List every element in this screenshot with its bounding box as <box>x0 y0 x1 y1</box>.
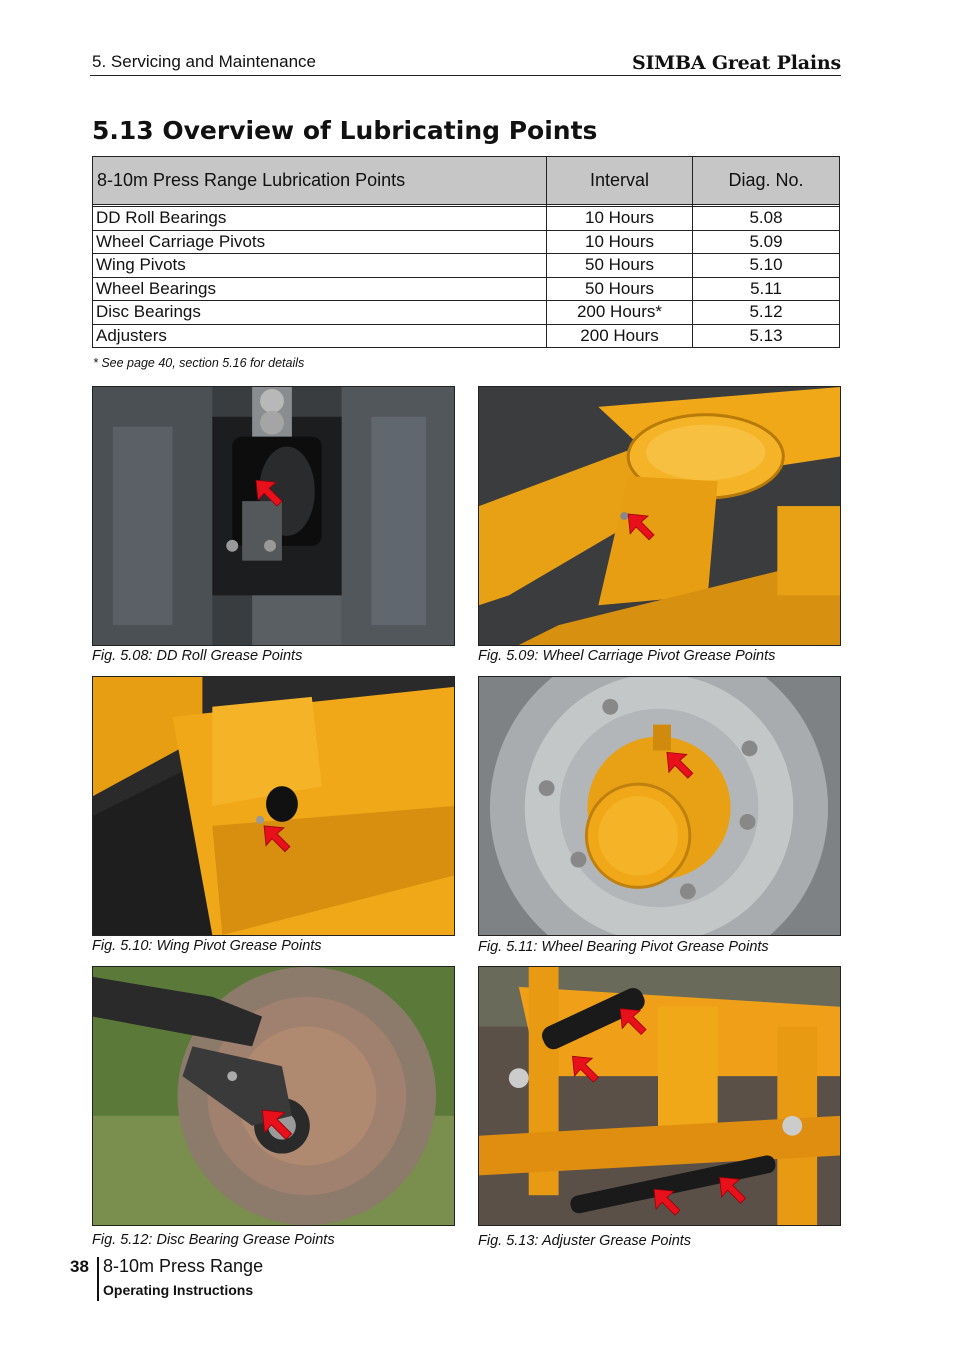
figure-caption: Fig. 5.10: Wing Pivot Grease Points <box>92 938 322 954</box>
table-row <box>93 301 840 325</box>
figure-caption: Fig. 5.12: Disc Bearing Grease Points <box>92 1232 335 1248</box>
cell-interval: 200 Hours <box>547 324 693 348</box>
cell-point: Wheel Carriage Pivots <box>93 230 547 254</box>
photo-wheel-carriage-pivot <box>478 386 841 646</box>
photo-wheel-bearing <box>478 676 841 936</box>
column-header-diagram: Diag. No. <box>693 157 840 205</box>
figure-caption: Fig. 5.08: DD Roll Grease Points <box>92 648 303 664</box>
cell-point: Wing Pivots <box>93 254 547 278</box>
figure-caption: Fig. 5.11: Wheel Bearing Pivot Grease Points <box>478 939 769 955</box>
lubrication-table <box>92 156 840 348</box>
cell-diagram: 5.12 <box>693 301 840 325</box>
table-row <box>93 230 840 254</box>
column-header-points: 8-10m Press Range Lubrication Points <box>93 157 547 205</box>
page-title: 5.13 Overview of Lubricating Points <box>92 116 598 145</box>
cell-diagram: 5.13 <box>693 324 840 348</box>
cell-diagram: 5.10 <box>693 254 840 278</box>
table-row <box>93 277 840 301</box>
brand-logo: SIMBA Great Plains <box>631 52 841 74</box>
figure-caption: Fig. 5.13: Adjuster Grease Points <box>478 1233 692 1249</box>
cell-diagram: 5.08 <box>693 207 840 231</box>
table-header-row <box>93 157 840 205</box>
column-header-interval: Interval <box>547 157 693 205</box>
cell-point: Disc Bearings <box>93 301 547 325</box>
photo-adjuster <box>478 966 841 1226</box>
footer-divider <box>97 1257 99 1301</box>
cell-point: DD Roll Bearings <box>93 207 547 231</box>
photo-disc-bearing <box>92 966 455 1226</box>
header-rule <box>90 75 841 76</box>
footer-subtitle: Operating Instructions <box>103 1282 254 1298</box>
table-row <box>93 254 840 278</box>
cell-diagram: 5.11 <box>693 277 840 301</box>
page-number: 38 <box>70 1257 89 1276</box>
cell-interval: 10 Hours <box>547 230 693 254</box>
cell-point: Adjusters <box>93 324 547 348</box>
header-section-title: 5. Servicing and Maintenance <box>92 52 316 71</box>
figure-caption: Fig. 5.09: Wheel Carriage Pivot Grease Points <box>478 648 776 664</box>
cell-point: Wheel Bearings <box>93 277 547 301</box>
table-row <box>93 324 840 348</box>
cell-interval: 50 Hours <box>547 277 693 301</box>
cell-interval: 50 Hours <box>547 254 693 278</box>
table-row <box>93 207 840 231</box>
cell-interval: 200 Hours* <box>547 301 693 325</box>
cell-interval: 10 Hours <box>547 207 693 231</box>
photo-wing-pivot <box>92 676 455 936</box>
photo-dd-roll <box>92 386 455 646</box>
footer-title: 8-10m Press Range <box>103 1256 264 1276</box>
table-footnote: * See page 40, section 5.16 for details <box>93 356 305 370</box>
cell-diagram: 5.09 <box>693 230 840 254</box>
